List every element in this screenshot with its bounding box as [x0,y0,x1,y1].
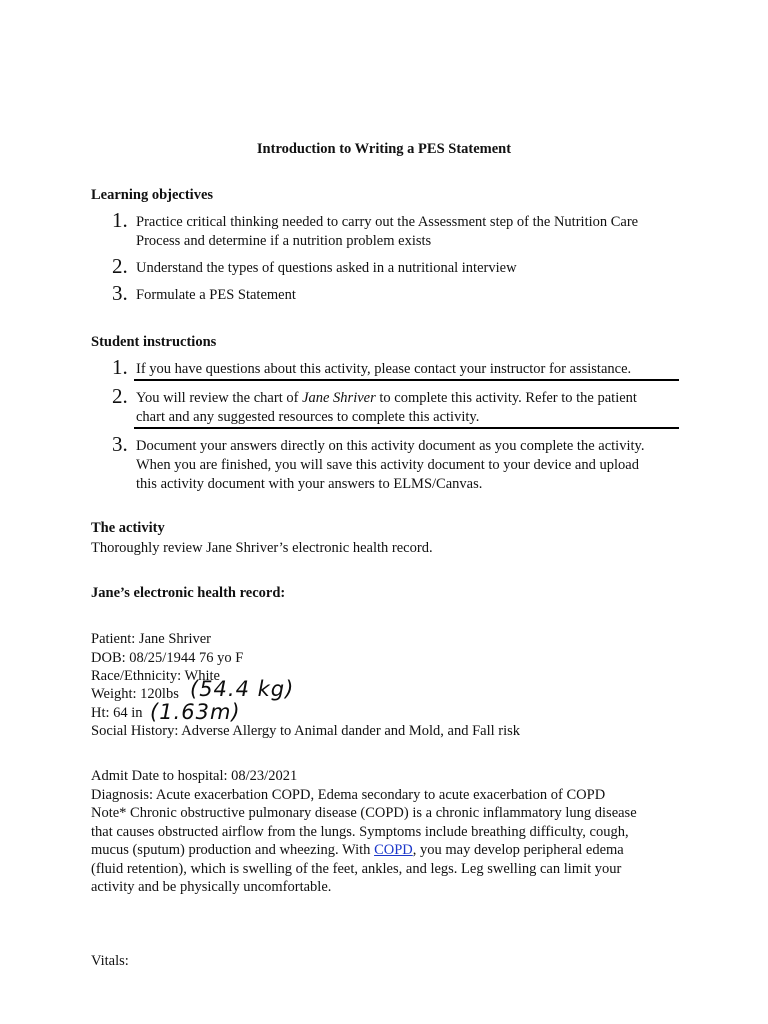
activity-heading: The activity [91,520,165,536]
admit-date: Admit Date to hospital: 08/23/2021 [91,768,298,784]
patient-race: Race/Ethnicity: White [91,668,220,684]
instruction-number-2: 2. [112,384,128,408]
activity-text: Thoroughly review Jane Shriver’s electronic health record. [91,540,433,556]
objective-2-line-1: Understand the types of questions asked in a nutritional interview [136,260,517,276]
note-line-3-text-a: mucus (sputum) production and wheezing. With [91,842,375,858]
patient-name: Patient: Jane Shriver [91,631,212,647]
vitals-label: Vitals: [91,953,129,969]
note-line-5: activity and be physically uncomfortable. [91,879,332,895]
objective-number-3: 3. [112,281,128,305]
patient-dob: DOB: 08/25/1944 76 yo F [91,650,244,666]
instruction-3-line-1: Document your answers directly on this activity document as you complete the activity. [136,438,645,454]
learning-objectives-heading: Learning objectives [91,187,214,203]
instruction-2-underline [134,427,679,429]
note-line-4: (fluid retention), which is swelling of the feet, ankles, and legs. Leg swelling can limit your [91,861,622,877]
objective-number-1: 1. [112,208,128,232]
note-line-2: that causes obstructed airflow from the lungs. Symptoms include breathing difficulty, cough, [91,824,629,840]
instruction-2-text-b: to complete this activity. Refer to the patient [375,390,637,406]
objective-number-2: 2. [112,254,128,278]
note-line-1: Note* Chronic obstructive pulmonary disease (COPD) is a chronic inflammatory lung disease [91,805,637,821]
student-instructions-heading: Student instructions [91,334,217,350]
note-line-3-text-b: , you may develop peripheral edema [412,842,624,858]
instruction-3-line-3: this activity document with your answers to ELMS/Canvas. [136,476,483,492]
patient-height: Ht: 64 in [91,705,143,721]
instruction-2-line-2: chart and any suggested resources to complete this activity. [136,409,480,425]
objective-1-line-1: Practice critical thinking needed to carry out the Assessment step of the Nutrition Care [136,214,639,230]
ehr-heading: Jane’s electronic health record: [91,585,286,601]
instruction-2-line-1 [136,389,637,408]
handwritten-height-m: (1.63m) [150,700,241,724]
note-line-3 [91,841,624,859]
patient-weight: Weight: 120lbs [91,686,179,702]
document-title: Introduction to Writing a PES Statement [256,141,512,157]
patient-name-italic: Jane Shriver [302,390,376,406]
instruction-number-1: 1. [112,355,128,379]
instruction-1-text: If you have questions about this activity, please contact your instructor for assistance. [136,361,632,377]
handwritten-weight-kg: (54.4 kg) [190,677,295,701]
objective-1-line-2: Process and determine if a nutrition problem exists [136,233,432,249]
copd-link[interactable]: COPD [374,842,413,858]
instruction-2-text-a: You will review the chart of [136,390,303,406]
instruction-3-line-2: When you are finished, you will save this activity document to your device and upload [136,457,639,473]
instruction-1-underline [134,379,679,381]
diagnosis: Diagnosis: Acute exacerbation COPD, Edema secondary to acute exacerbation of COPD [91,787,606,803]
instruction-number-3: 3. [112,432,128,456]
social-history: Social History: Adverse Allergy to Animal dander and Mold, and Fall risk [91,723,521,739]
objective-3-line-1: Formulate a PES Statement [136,287,296,303]
